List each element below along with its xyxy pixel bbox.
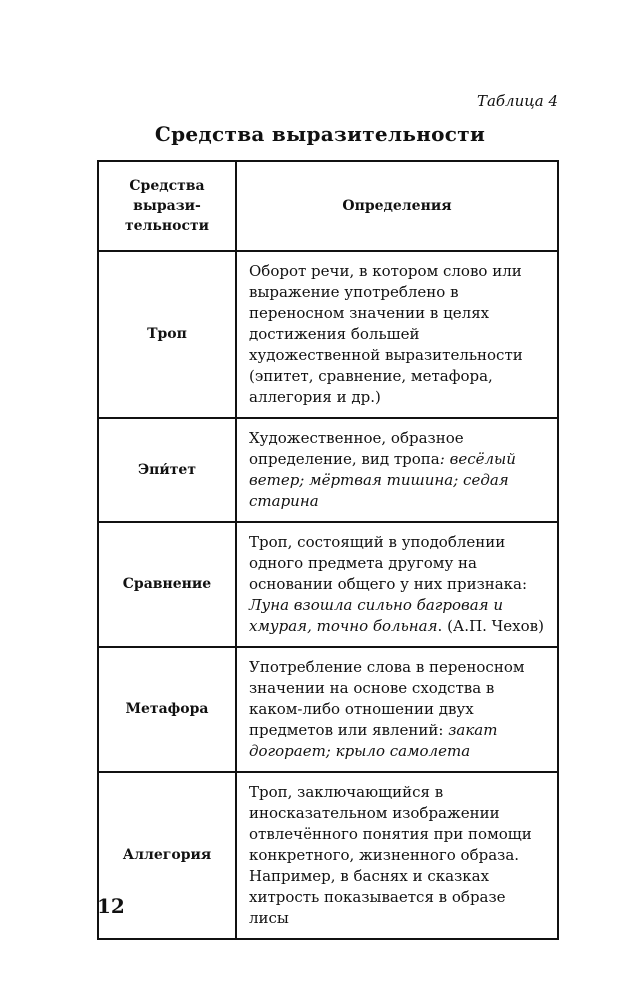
page-title: Средства выразительности xyxy=(154,122,486,146)
term-metaphor: Метафора xyxy=(98,647,236,772)
header-term: Средства вырази- тельности xyxy=(98,161,236,251)
definition-example: закат догорает; крыло самолета xyxy=(249,721,498,760)
table-row-allegory xyxy=(98,772,558,939)
table-row-trop xyxy=(98,251,558,418)
terms-table xyxy=(97,160,559,940)
table-header-row xyxy=(98,161,558,251)
header-definition: Определения xyxy=(236,161,558,251)
table-row-metaphor xyxy=(98,647,558,772)
definition-text: Троп, состоящий в уподоблении одного предмета другому на основании общего у них признака: xyxy=(249,533,528,593)
definition-suffix: . (А.П. Чехов) xyxy=(437,617,544,635)
definition-comparison xyxy=(236,522,558,647)
definition-trop: Оборот речи, в котором слово или выражение употреблено в переносном значении в целях достижения большей художественной выразительности (эпитет, сравнение, метафора, аллегория и др.) xyxy=(236,251,558,418)
definition-example: : весёлый ветер; мёртвая тишина; седая старина xyxy=(249,450,516,510)
term-allegory: Аллегория xyxy=(98,772,236,939)
page-number: 12 xyxy=(97,894,125,918)
definition-metaphor xyxy=(236,647,558,772)
definition-text: Художественное, образное определение, вид тропа xyxy=(249,429,464,468)
table-row-comparison xyxy=(98,522,558,647)
definition-example: Луна взошла сильно багровая и хмурая, точно больная xyxy=(249,596,504,635)
table-row-epithet xyxy=(98,418,558,522)
table-caption: Таблица 4 xyxy=(476,92,558,110)
term-trop: Троп xyxy=(98,251,236,418)
definition-allegory: Троп, заключающийся в иносказательном изображении отвлечённого понятия при помощи конкретного, жизненного образа. Например, в баснях и сказках хитрость показывается в образе лисы xyxy=(236,772,558,939)
definition-epithet xyxy=(236,418,558,522)
term-comparison: Сравнение xyxy=(98,522,236,647)
definition-text: Употребление слова в переносном значении на основе сходства в каком-либо отношении двух предметов или явлений: xyxy=(249,658,525,739)
term-epithet: Эпи́тет xyxy=(98,418,236,522)
